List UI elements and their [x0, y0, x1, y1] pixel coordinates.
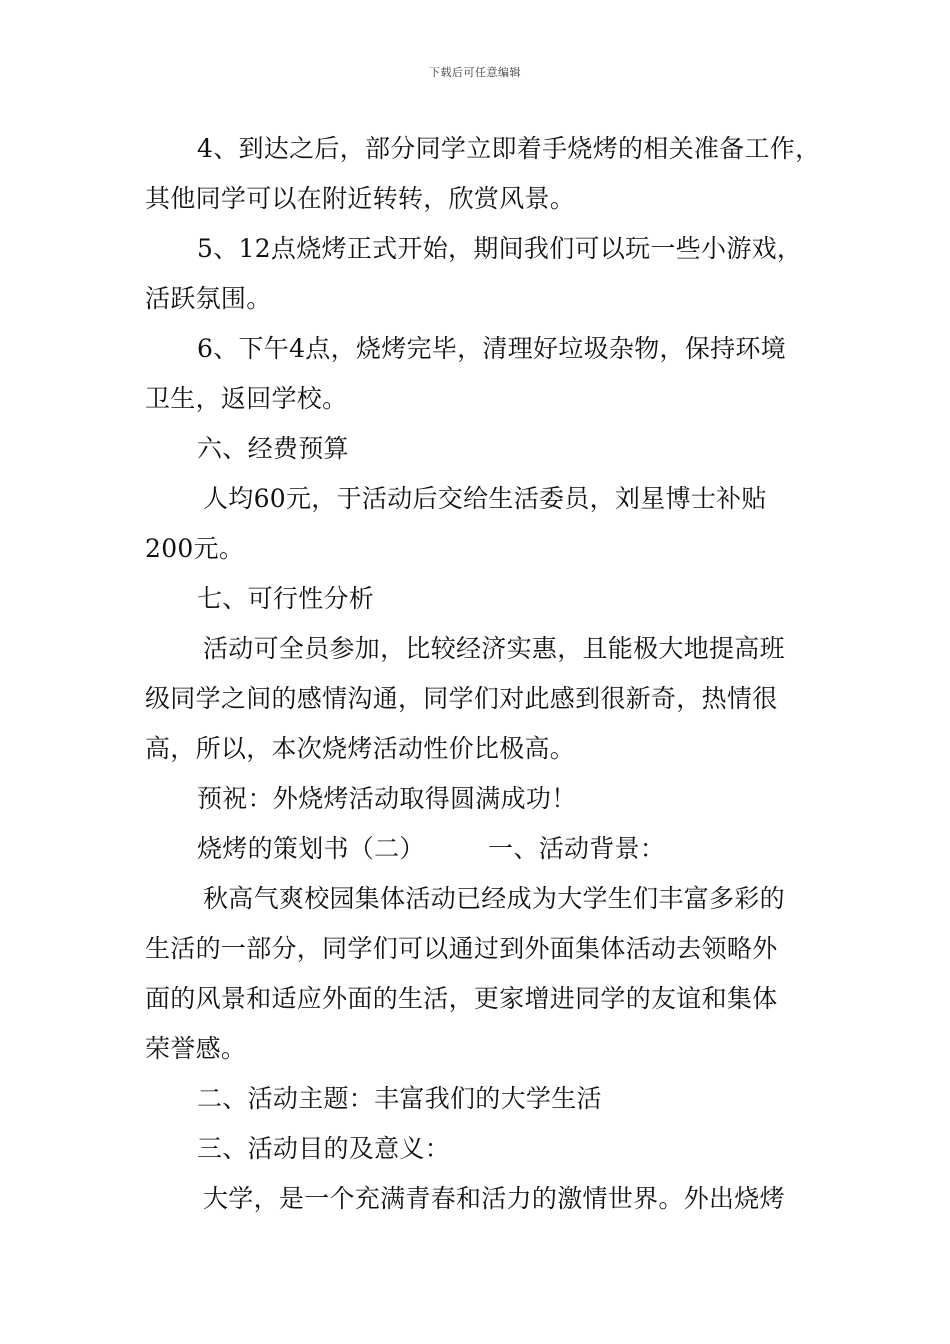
text-line: 六、经费预算 [197, 434, 349, 463]
page-header: 下载后可任意编辑 [429, 66, 521, 79]
text-line: 其他同学可以在附近转转，欣赏风景。 [145, 184, 576, 213]
text-line: 烧烤的策划书（二） 一、活动背景： [197, 834, 666, 863]
text-line: 级同学之间的感情沟通，同学们对此感到很新奇，热情很 [145, 684, 778, 713]
text-line: 卫生，返回学校。 [145, 384, 348, 413]
text-line: 4、到达之后，部分同学立即着手烧烤的相关准备工作， [197, 134, 821, 163]
text-line: 活跃氛围。 [145, 284, 272, 313]
text-line: 三、活动目的及意义： [197, 1134, 451, 1163]
text-line: 荣誉感。 [145, 1034, 247, 1063]
text-line: 生活的一部分，同学们可以通过到外面集体活动去领略外 [145, 934, 778, 963]
text-line: 人均60元，于活动后交给生活委员，刘星博士补贴 [203, 484, 767, 513]
text-line: 高，所以，本次烧烤活动性价比极高。 [145, 734, 576, 763]
text-line: 活动可全员参加，比较经济实惠，且能极大地提高班 [203, 634, 785, 663]
text-line: 预祝：外烧烤活动取得圆满成功！ [197, 784, 577, 813]
text-line: 大学，是一个充满青春和活力的激情世界。外出烧烤 [203, 1184, 785, 1213]
text-line: 二、活动主题：丰富我们的大学生活 [197, 1084, 602, 1113]
text-line: 秋高气爽校园集体活动已经成为大学生们丰富多彩的 [203, 884, 785, 913]
text-line: 200元。 [145, 534, 245, 563]
text-line: 面的风景和适应外面的生活，更家增进同学的友谊和集体 [145, 984, 778, 1013]
text-line: 七、可行性分析 [197, 584, 375, 613]
text-line: 6、下午4点，烧烤完毕，清理好垃圾杂物，保持环境 [197, 334, 787, 363]
text-line: 5、12点烧烤正式开始，期间我们可以玩一些小游戏， [197, 234, 803, 263]
document-body [145, 124, 821, 1224]
